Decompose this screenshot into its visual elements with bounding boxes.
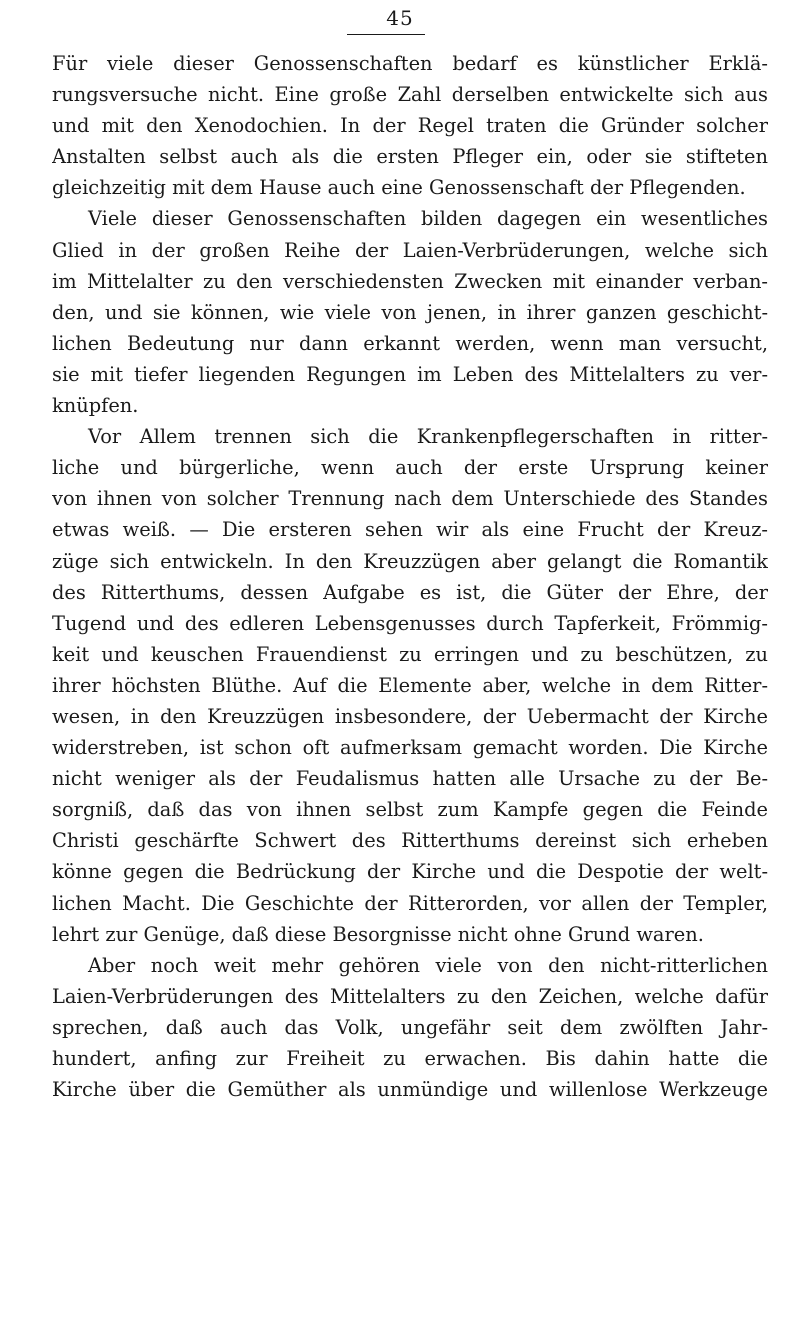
text-line: Viele dieser Genossenschaften bilden dagegen ein wesentliches bbox=[88, 207, 768, 231]
text-line: Christi geschärfte Schwert des Ritterthums dereinst sich erheben bbox=[52, 829, 768, 853]
text-line: von ihnen von solcher Trennung nach dem Unterschiede des Standes bbox=[52, 487, 768, 511]
body-text bbox=[52, 48, 768, 1105]
text-line: und mit den Xenodochien. In der Regel traten die Gründer solcher bbox=[52, 114, 768, 138]
text-line: im Mittelalter zu den verschiedensten Zwecken mit einander verban- bbox=[52, 269, 768, 293]
text-line: züge sich entwickeln. In den Kreuzzügen aber gelangt die Romantik bbox=[52, 549, 768, 573]
text-line: Kirche über die Gemüther als unmündige und willenlose Werkzeuge bbox=[52, 1078, 768, 1102]
text-line: des Ritterthums, dessen Aufgabe es ist, die Güter der Ehre, der bbox=[52, 580, 768, 604]
text-line: könne gegen die Bedrückung der Kirche und die Despotie der welt- bbox=[52, 860, 768, 884]
text-line: etwas weiß. — Die ersteren sehen wir als eine Frucht der Kreuz- bbox=[52, 518, 768, 542]
text-line: ihrer höchsten Blüthe. Auf die Elemente aber, welche in dem Ritter- bbox=[52, 673, 768, 697]
text-line: Laien-Verbrüderungen des Mittelalters zu den Zeichen, welche dafür bbox=[52, 984, 768, 1008]
page-number: 45 bbox=[386, 6, 414, 30]
text-line: widerstreben, ist schon oft aufmerksam gemacht worden. Die Kirche bbox=[52, 736, 768, 760]
text-line: sprechen, daß auch das Volk, ungefähr seit dem zwölften Jahr- bbox=[52, 1015, 768, 1039]
text-line: Aber noch weit mehr gehören viele von den nicht-ritterlichen bbox=[88, 953, 768, 977]
text-line: Tugend und des edleren Lebensgenusses durch Tapferkeit, Frömmig- bbox=[52, 611, 768, 635]
text-line: nicht weniger als der Feudalismus hatten alle Ursache zu der Be- bbox=[52, 767, 768, 791]
header-rule bbox=[347, 34, 425, 35]
text-line: rungsversuche nicht. Eine große Zahl derselben entwickelte sich aus bbox=[52, 83, 768, 107]
text-line: sie mit tiefer liegenden Regungen im Leben des Mittelalters zu ver- bbox=[52, 362, 768, 386]
text-line: wesen, in den Kreuzzügen insbesondere, der Uebermacht der Kirche bbox=[52, 704, 768, 728]
text-line: den, und sie können, wie viele von jenen, in ihrer ganzen geschicht- bbox=[52, 300, 768, 324]
text-line: liche und bürgerliche, wenn auch der erste Ursprung keiner bbox=[52, 456, 768, 480]
text-line: Anstalten selbst auch als die ersten Pfleger ein, oder sie stifteten bbox=[52, 145, 768, 169]
text-line: keit und keuschen Frauendienst zu erringen und zu beschützen, zu bbox=[52, 642, 768, 666]
text-line: Glied in der großen Reihe der Laien-Verbrüderungen, welche sich bbox=[52, 238, 768, 262]
text-line: lichen Macht. Die Geschichte der Ritterorden, vor allen der Templer, bbox=[52, 891, 768, 915]
text-line: Vor Allem trennen sich die Krankenpflegerschaften in ritter- bbox=[88, 425, 768, 449]
text-line: Für viele dieser Genossenschaften bedarf es künstlicher Erklä- bbox=[52, 52, 768, 75]
text-line: lehrt zur Genüge, daß diese Besorgnisse nicht ohne Grund waren. bbox=[52, 922, 704, 946]
text-line: sorgniß, daß das von ihnen selbst zum Kampfe gegen die Feinde bbox=[52, 798, 768, 822]
text-line: lichen Bedeutung nur dann erkannt werden, wenn man versucht, bbox=[52, 331, 768, 355]
text-line: hundert, anfing zur Freiheit zu erwachen. Bis dahin hatte die bbox=[52, 1047, 768, 1070]
text-line: knüpfen. bbox=[52, 394, 139, 418]
text-line: gleichzeitig mit dem Hause auch eine Genossenschaft der Pflegenden. bbox=[52, 176, 746, 200]
